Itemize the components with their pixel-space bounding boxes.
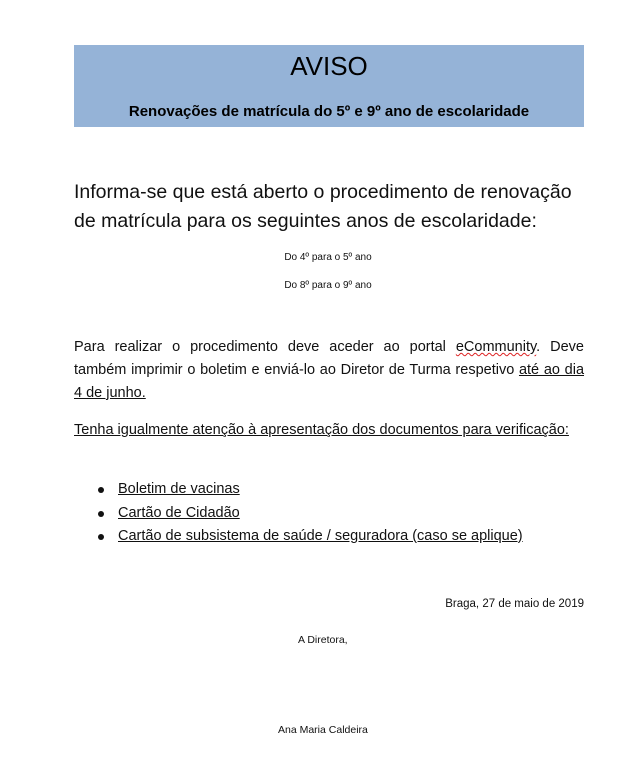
document-label: Cartão de Cidadão [118, 504, 240, 521]
portal-name: eCommunity [455, 339, 537, 355]
bullet-icon [98, 487, 104, 493]
bullet-icon [98, 534, 104, 540]
intro-text [74, 178, 586, 236]
list-item [98, 525, 523, 549]
year-item: Do 8º para o 9º ano [284, 280, 372, 291]
notice-title: AVISO [290, 51, 368, 81]
intro-line-1: Informa-se que está aberto o procedimento de renovação [74, 181, 572, 203]
year-item: Do 4º para o 5º ano [284, 252, 372, 263]
signatory-name: Ana Maria Caldeira [278, 724, 368, 736]
document-label: Boletim de vacinas [118, 481, 240, 497]
document-label: Cartão de subsistema de saúde / seguradora (caso se aplique) [118, 528, 523, 544]
list-item [98, 502, 523, 526]
attention-paragraph: Tenha igualmente atenção à apresentação dos documentos para verificação: [74, 422, 569, 438]
procedure-paragraph [74, 336, 584, 405]
deadline-text: até ao dia 4 de junho. [74, 362, 585, 401]
bullet-icon [98, 511, 104, 517]
intro-line-2: de matrícula para os seguintes anos de escolaridade: [74, 210, 537, 232]
notice-header [74, 45, 584, 127]
procedure-text-2: . Deve também imprimir o boletim e enviá-lo ao Diretor de Turma respetivo [74, 339, 584, 378]
place-date: Braga, 27 de maio de 2019 [445, 598, 584, 610]
documents-list [98, 478, 523, 549]
signatory-role: A Diretora, [298, 634, 348, 646]
notice-subtitle: Renovações de matrícula do 5º e 9º ano de escolaridade [128, 103, 530, 120]
list-item [98, 478, 523, 502]
procedure-text-1: Para realizar o procedimento deve aceder ao portal [74, 339, 456, 355]
